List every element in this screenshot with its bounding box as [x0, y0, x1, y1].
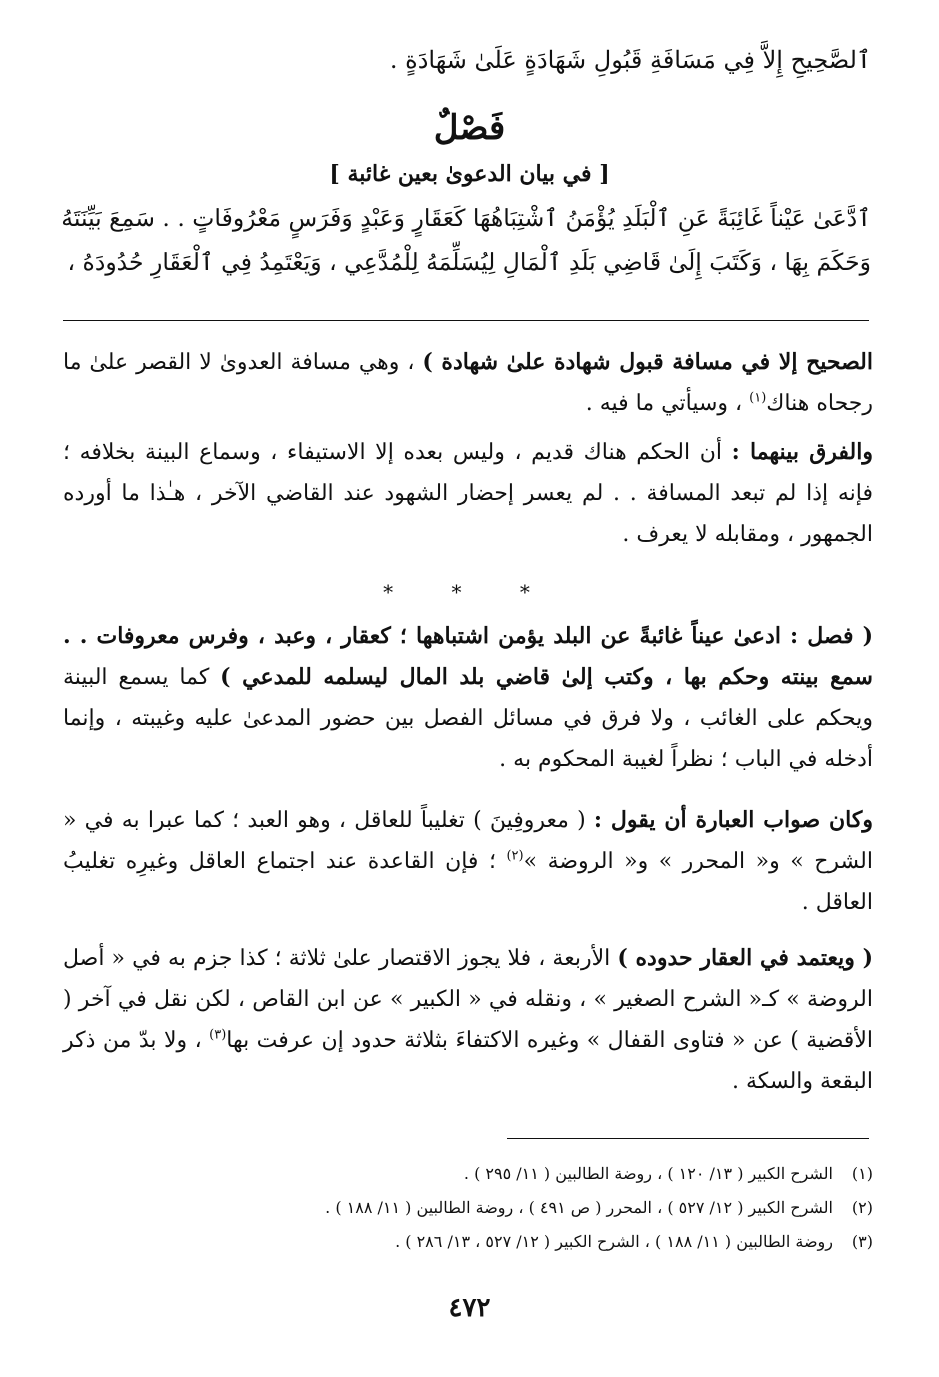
footnote-3	[63, 1228, 873, 1256]
footnote-text: الشرح الكبير ( ١٢/ ٥٢٧ ) ، المحرر ( ص ٤٩١ ) ، روضة الطالبين ( ١١/ ١٨٨ ) .	[325, 1198, 833, 1217]
commentary-text: أن الحكم هناك قديم ، وليس بعده إلا الاستيفاء ، وسماع البينة بخلافه ؛ فإنه إذا لم تبعد المسافة . . لم يعسر إحضار الشهود عند القاضي الآخر ، هـٰذا ما أورده الجمهور ، ومقابله لا يعرف .	[63, 440, 873, 547]
commentary-paragraph-1	[63, 342, 873, 424]
commentary-text: الأربعة ، فلا يجوز الاقتصار علىٰ ثلاثة ؛ كذا جزم به في « أصل الروضة » كـ« الشرح الصغير » ، ونقله في « الكبير » عن ابن القاص ، لكن نقل في آخر ( الأقضية ) عن « فتاوى القفال » وغيره الاكتفاءَ بثلاثة حدود إن عرفت بها	[63, 946, 873, 1053]
footnote-2	[63, 1194, 873, 1222]
commentary-text-tail: ، وسيأتي ما فيه .	[585, 391, 743, 416]
commentary-quote: وكان صواب العبارة أن يقول :	[593, 807, 873, 833]
footnote-ref-3: (٣)	[209, 1027, 227, 1043]
footnote-ref-1: (١)	[749, 390, 767, 406]
footnote-text: الشرح الكبير ( ١٣/ ١٢٠ ) ، روضة الطالبين ( ١١/ ٢٩٥ ) .	[463, 1164, 833, 1183]
commentary-paragraph-2	[63, 432, 873, 555]
commentary-text-tail: ؛ فإن القاعدة عند اجتماع العاقل وغيرِه تغليبُ العاقل .	[63, 849, 873, 915]
commentary-text: كما يسمع البينة ويحكم على الغائب ، ولا فرق في مسائل الفصل بين حضور المدعىٰ عليه وغيبته ، وإنما أدخله في الباب ؛ نظراً لغيبة المحكوم به .	[63, 665, 873, 772]
commentary-paragraph-3	[63, 616, 873, 780]
footnote-number: (١)	[851, 1164, 873, 1183]
page-number: ٤٧٢	[448, 1293, 491, 1323]
commentary-quote: ( ويعتمد في العقار حدوده )	[617, 945, 874, 971]
chapter-heading: فَصْلٌ	[433, 108, 506, 148]
commentary-quote: ( فصل : ادعىٰ عيناً غائبةً عن البلد يؤمن اشتباهها ؛ كعقار ، وعبد ، وفرس معروفات . . سمع بينته وحكم بها ، وكتب إلىٰ قاضي بلد المال ليسلمه للمدعي )	[63, 623, 873, 690]
footnote-divider	[507, 1138, 869, 1139]
commentary-text: ( معروفِينَ ) تغليباً للعاقل ، وهو العبد ؛ كما عبرا به في « الشرح » و« المحرر » و« الروضة »	[63, 808, 874, 874]
commentary-paragraph-4	[63, 800, 873, 923]
matn-line-2: ٱدَّعَىٰ عَيْناً غَائِبَةً عَنِ ٱلْبَلَدِ يُؤْمَنُ ٱشْتِبَاهُهَا كَعَقَارٍ وَعَبْدٍ وَفَرَسٍ مَعْرُوفَاتٍ . . سَمِعَ بَيِّنَتَهُ	[61, 204, 871, 232]
footnote-number: (٢)	[851, 1198, 873, 1217]
matn-line-1: ٱلصَّحِيحِ إِلاَّ فِي مَسَافَةِ قَبُولِ شَهَادَةٍ عَلَىٰ شَهَادَةٍ .	[389, 46, 871, 74]
footnote-text: روضة الطالبين ( ١١/ ١٨٨ ) ، الشرح الكبير ( ١٢/ ٥٢٧ ، ١٣/ ٢٨٦ ) .	[395, 1232, 833, 1251]
matn-divider	[63, 320, 869, 321]
commentary-paragraph-5	[63, 938, 873, 1102]
matn-line-3: وَحَكَمَ بِهَا ، وَكَتَبَ إِلَىٰ قَاضِي بَلَدِ ٱلْمَالِ لِيُسَلِّمَهُ لِلْمُدَّعِي ، وَيَعْتَمِدُ فِي ٱلْعَقَارِ حُدُودَهُ ،	[67, 248, 871, 276]
section-separator: * * *	[383, 580, 556, 604]
footnote-1	[63, 1160, 873, 1188]
footnote-number: (٣)	[851, 1232, 873, 1251]
commentary-text-tail: ، ولا بدّ من ذكر البقعة والسكة .	[63, 1028, 873, 1094]
footnote-ref-2: (٢)	[506, 848, 524, 864]
commentary-quote: والفرق بينهما :	[731, 439, 873, 465]
commentary-text: ، وهي مسافة العدوىٰ لا القصر علىٰ ما رجحاه هناك	[63, 350, 873, 416]
chapter-subtitle: [ في بيان الدعوىٰ بعين غائبة ]	[329, 161, 610, 187]
commentary-quote: الصحيح إلا في مسافة قبول شهادة علىٰ شهادة )	[422, 349, 873, 375]
